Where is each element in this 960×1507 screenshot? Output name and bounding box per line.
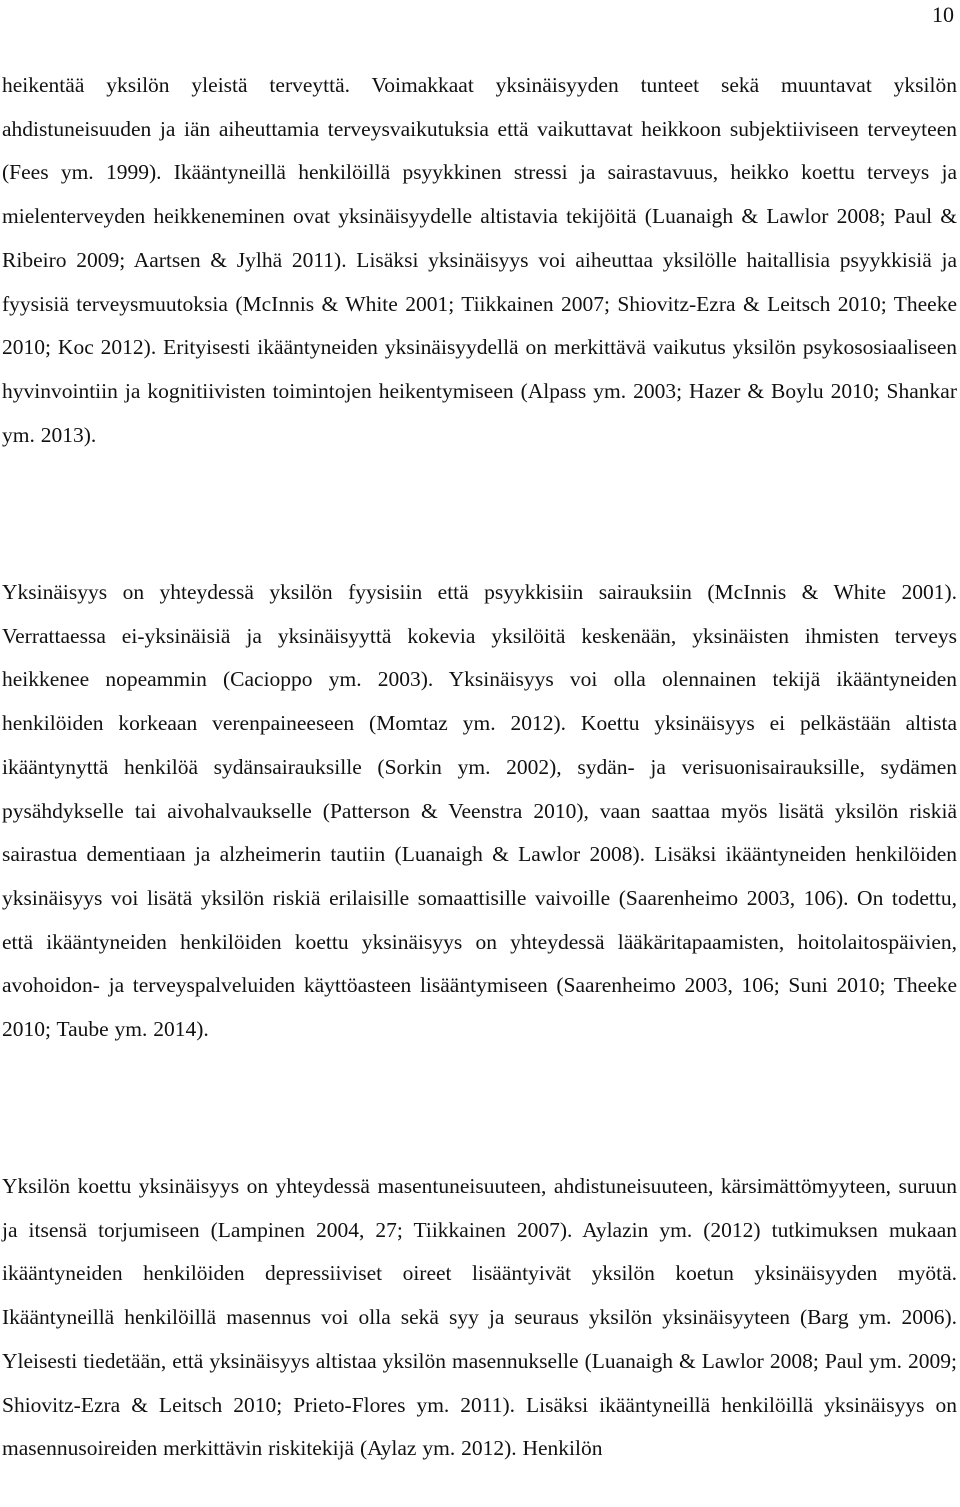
paragraph-physical-illness: Yksinäisyys on yhteydessä yksilön fyysisiin että psyykkisiin sairauksiin (McInnis & White 2001). Verrattaessa ei-yksinäisiä ja yksinäisyyttä kokevia yksilöitä keskenään, yksinäisten ihmisten terveys heikkenee nopeammin (Cacioppo ym. 2003). Yksinäisyys voi olla olennainen tekijä ikääntyneiden henkilöiden korkeaan verenpaineeseen (Momtaz ym. 2012). Koettu yksinäisyys ei pelkästään altista ikääntynyttä henkilöä sydänsairauksille (Sorkin ym. 2002), sydän- ja verisuonisairauksille, sydämen pysähdykselle tai aivohalvaukselle (Patterson & Veenstra 2010), vaan saattaa myös lisätä yksilön riskiä sairastua dementiaan ja alzheimerin tautiin (Luanaigh & Lawlor 2008). Lisäksi ikääntyneiden henkilöiden yksinäisyys voi lisätä yksilön riskiä erilaisille somaattisille vaivoille (Saarenheimo 2003, 106). On todettu, että ikääntyneiden henkilöiden koettu yksinäisyys on yhteydessä lääkäritapaamisten, hoitolaitospäivien, avohoidon- ja terveyspalveluiden käyttöasteen lisääntymiseen (Saarenheimo 2003, 106; Suni 2010; Theeke 2010; Taube ym. 2014). [2, 580, 957, 1042]
page-number: 10 [932, 2, 954, 27]
paragraph-health-effects: heikentää yksilön yleistä terveyttä. Voimakkaat yksinäisyyden tunteet sekä muuntavat yksilön ahdistuneisuuden ja iän aiheuttamia terveysvaikutuksia että vaikuttavat heikkoon subjektiiviseen terveyteen (Fees ym. 1999). Ikääntyneillä henkilöillä psyykkinen stressi ja sairastavuus, heikko koettu terveys ja mielenterveyden heikkeneminen ovat yksinäisyydelle altistavia tekijöitä (Luanaigh & Lawlor 2008; Paul & Ribeiro 2009; Aartsen & Jylhä 2011). Lisäksi yksinäisyys voi aiheuttaa yksilölle haitallisia psyykkisiä ja fyysisiä terveysmuutoksia (McInnis & White 2001; Tiikkainen 2007; Shiovitz-Ezra & Leitsch 2010; Theeke 2010; Koc 2012). Erityisesti ikääntyneiden yksinäisyydellä on merkittävä vaikutus yksilön psykososiaaliseen hyvinvointiin ja kognitiivisten toimintojen heikentymiseen (Alpass ym. 2003; Hazer & Boylu 2010; Shankar ym. 2013). [2, 73, 957, 447]
paragraph-depression: Yksilön koettu yksinäisyys on yhteydessä masentuneisuuteen, ahdistuneisuuteen, kärsimättömyyteen, suruun ja itsensä torjumiseen (Lampinen 2004, 27; Tiikkainen 2007). Aylazin ym. (2012) tutkimuksen mukaan ikääntyneiden henkilöiden depressiiviset oireet lisääntyivät yksilön koetun yksinäisyyden myötä. Ikääntyneillä henkilöillä masennus voi olla sekä syy ja seuraus yksilön yksinäisyyteen (Barg ym. 2006). Yleisesti tiedetään, että yksinäisyys altistaa yksilön masennukselle (Luanaigh & Lawlor 2008; Paul ym. 2009; Shiovitz-Ezra & Leitsch 2010; Prieto-Flores ym. 2011). Lisäksi ikääntyneillä henkilöillä yksinäisyys on masennusoireiden merkittävin riskitekijä (Aylaz ym. 2012). Henkilön [2, 1174, 957, 1461]
